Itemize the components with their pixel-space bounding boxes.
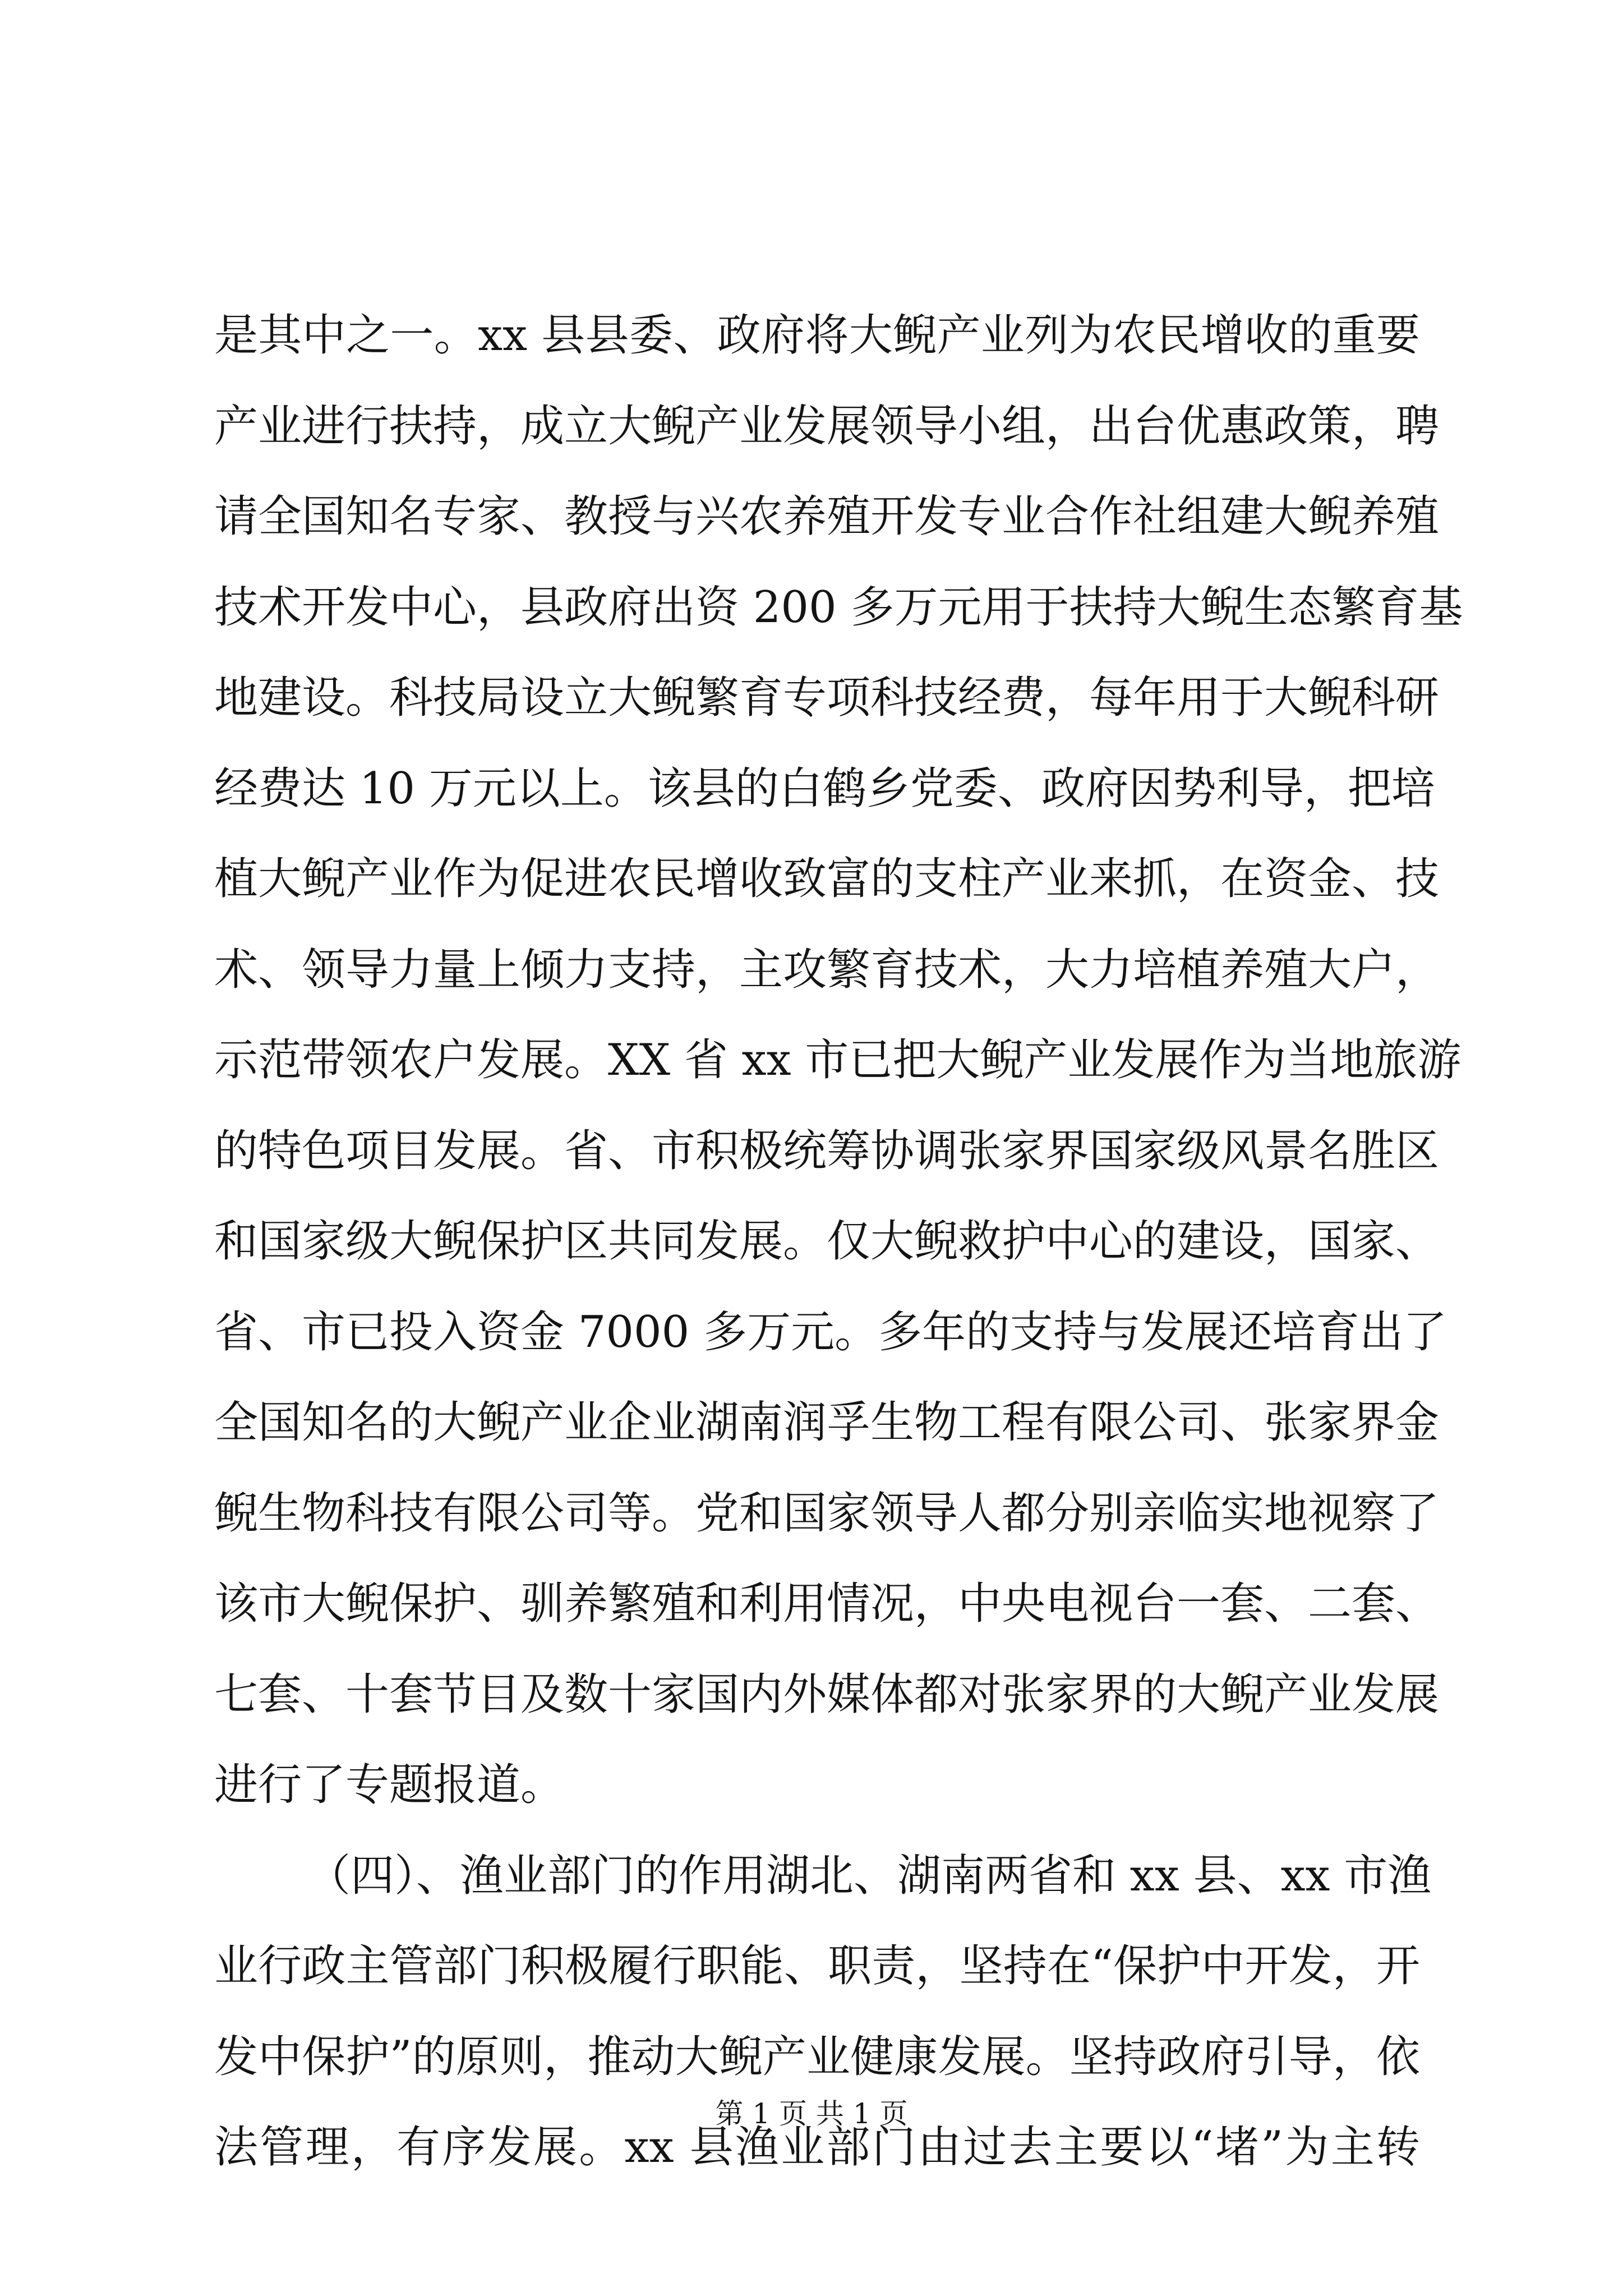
text-line: 进行了专题报道。 [214,1760,565,1810]
text-line: 请全国知名专家、教授与兴农养殖开发专业合作社组建大鲵养殖 [214,491,1440,542]
text-line: 全国知名的大鲵产业企业湖南润孚生物工程有限公司、张家界金 [214,1397,1440,1448]
text-line: 省、市已投入资金 7000 多万元。多年的支持与发展还培育出了 [214,1306,1447,1358]
paragraph-2 [214,1831,1432,2193]
page-footer [0,2094,1623,2133]
text-line: 地建设。科技局设立大鲵繁育专项科技经费，每年用于大鲵科研 [214,673,1440,723]
text-line: 是其中之一。xx 县县委、政府将大鲵产业列为农民增收的重要 [214,310,1420,361]
text-line: 示范带领农户发展。XX 省 xx 市已把大鲵产业发展作为当地旅游 [214,1035,1461,1085]
text-line: 技术开发中心，县政府出资 200 多万元用于扶持大鲵生态繁育基 [214,582,1463,633]
text-line: 和国家级大鲵保护区共同发展。仅大鲵救护中心的建设，国家、 [214,1216,1440,1267]
text-line: 产业进行扶持，成立大鲵产业发展领导小组，出台优惠政策，聘 [214,401,1440,452]
text-line: 的特色项目发展。省、市积极统筹协调张家界国家级风景名胜区 [214,1125,1440,1176]
text-line: 鲵生物科技有限公司等。党和国家领导人都分别亲临实地视察了 [214,1488,1440,1539]
text-line: 术、领导力量上倾力支持，主攻繁育技术，大力培植养殖大户， [214,944,1440,995]
text-line: 发中保护”的原则，推动大鲵产业健康发展。坚持政府引导，依 [214,2031,1420,2082]
document-body [214,291,1463,2193]
page-number-label: 第 1 页 共 1 页 [715,2097,908,2130]
text-line: （四）、渔业部门的作用湖北、湖南两省和 xx 县、xx 市渔 [307,1850,1432,1901]
text-line: 经费达 10 万元以上。该县的白鹤乡党委、政府因势利导，把培 [214,763,1435,814]
text-line: 法管理，有序发展。xx 县渔业部门由过去主要以“堵”为主转 [214,2122,1420,2173]
text-line: 七套、十套节目及数十家国内外媒体都对张家界的大鲵产业发展 [214,1669,1440,1720]
text-line: 业行政主管部门积极履行职能、职责，坚持在“保护中开发，开 [214,1941,1420,1991]
paragraph-1 [214,291,1463,1831]
text-line: 植大鲵产业作为促进农民增收致富的支柱产业来抓，在资金、技 [214,854,1440,904]
text-line: 该市大鲵保护、驯养繁殖和利用情况，中央电视台一套、二套、 [214,1579,1440,1629]
